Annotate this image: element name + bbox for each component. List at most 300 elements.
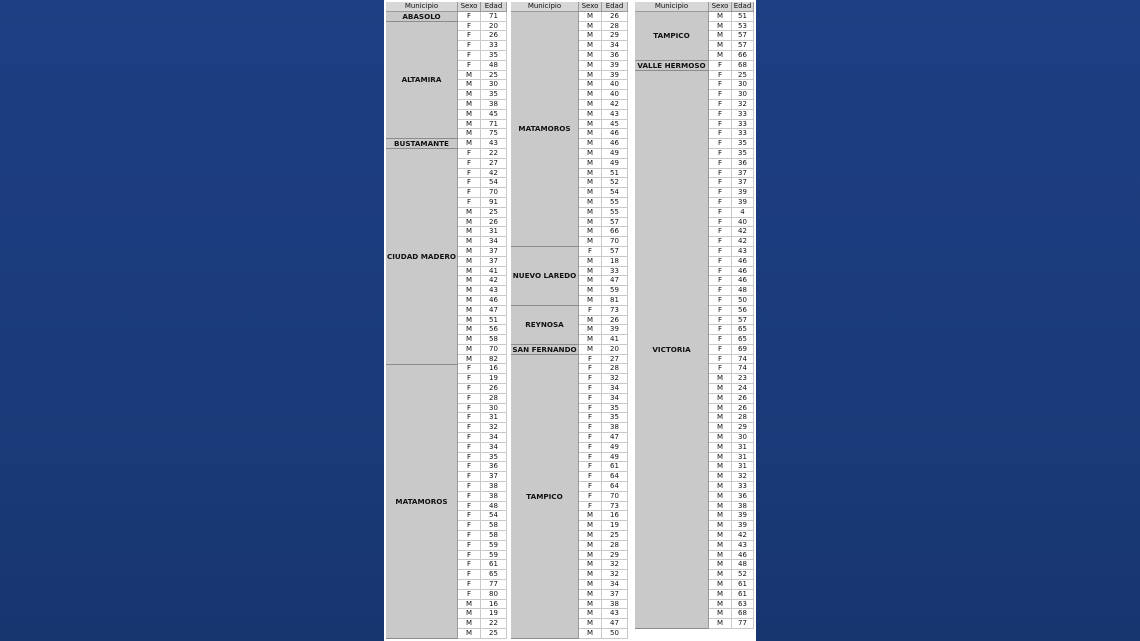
header-sexo: Sexo xyxy=(458,2,481,12)
municipio-cell: BUSTAMANTE xyxy=(386,139,458,149)
edad-cell: 22 xyxy=(481,619,507,629)
sexo-cell: M xyxy=(579,600,602,610)
edad-cell: 46 xyxy=(732,257,754,267)
sexo-cell: M xyxy=(709,374,732,384)
edad-cell: 61 xyxy=(732,580,754,590)
sexo-cell: M xyxy=(579,286,602,296)
sexo-cell: M xyxy=(458,335,481,345)
edad-cell: 31 xyxy=(732,462,754,472)
sexo-cell: M xyxy=(458,325,481,335)
sexo-cell: F xyxy=(709,178,732,188)
sexo-cell: M xyxy=(709,472,732,482)
sexo-cell: M xyxy=(579,276,602,286)
sexo-cell: M xyxy=(709,492,732,502)
sexo-cell: F xyxy=(458,521,481,531)
edad-cell: 26 xyxy=(732,394,754,404)
sexo-cell: F xyxy=(709,276,732,286)
edad-cell: 34 xyxy=(602,580,628,590)
sexo-cell: M xyxy=(579,61,602,71)
sexo-cell: F xyxy=(709,316,732,326)
edad-cell: 38 xyxy=(481,100,507,110)
sexo-cell: F xyxy=(579,413,602,423)
edad-cell: 36 xyxy=(481,462,507,472)
sexo-cell: F xyxy=(709,159,732,169)
municipio-cell: ALTAMIRA xyxy=(386,22,458,140)
edad-cell: 33 xyxy=(602,267,628,277)
edad-cell: 63 xyxy=(732,600,754,610)
edad-cell: 42 xyxy=(481,276,507,286)
sexo-cell: M xyxy=(458,629,481,639)
sexo-cell: M xyxy=(579,345,602,355)
sexo-cell: F xyxy=(579,423,602,433)
edad-cell: 46 xyxy=(602,139,628,149)
sexo-cell: M xyxy=(458,345,481,355)
edad-cell: 31 xyxy=(732,453,754,463)
sexo-cell: F xyxy=(458,570,481,580)
municipio-cell: MATAMOROS xyxy=(386,365,458,639)
edad-cell: 48 xyxy=(481,61,507,71)
edad-cell: 19 xyxy=(481,609,507,619)
edad-cell: 49 xyxy=(602,453,628,463)
edad-cell: 70 xyxy=(481,345,507,355)
edad-cell: 37 xyxy=(732,178,754,188)
edad-cell: 46 xyxy=(732,551,754,561)
data-table-1 xyxy=(386,2,507,639)
edad-cell: 34 xyxy=(481,443,507,453)
edad-cell: 46 xyxy=(732,276,754,286)
header-edad: Edad xyxy=(602,2,628,12)
edad-cell: 35 xyxy=(602,404,628,414)
sexo-cell: F xyxy=(709,129,732,139)
sexo-cell: M xyxy=(579,551,602,561)
sexo-cell: F xyxy=(709,198,732,208)
edad-cell: 42 xyxy=(481,169,507,179)
edad-cell: 28 xyxy=(602,541,628,551)
edad-cell: 22 xyxy=(481,149,507,159)
edad-cell: 74 xyxy=(732,364,754,374)
edad-cell: 30 xyxy=(732,80,754,90)
sexo-cell: M xyxy=(709,590,732,600)
background-right xyxy=(756,0,1140,641)
edad-cell: 45 xyxy=(602,120,628,130)
sexo-cell: F xyxy=(709,355,732,365)
sexo-cell: M xyxy=(458,218,481,228)
sexo-cell: M xyxy=(579,51,602,61)
sexo-cell: M xyxy=(579,169,602,179)
edad-cell: 55 xyxy=(602,198,628,208)
edad-cell: 32 xyxy=(732,100,754,110)
sexo-cell: F xyxy=(709,169,732,179)
edad-cell: 68 xyxy=(732,609,754,619)
background-left xyxy=(0,0,384,641)
edad-cell: 41 xyxy=(602,335,628,345)
sexo-cell: F xyxy=(458,423,481,433)
sexo-cell: M xyxy=(579,629,602,639)
sexo-cell: F xyxy=(709,90,732,100)
sexo-cell: M xyxy=(709,423,732,433)
edad-cell: 28 xyxy=(732,413,754,423)
edad-cell: 39 xyxy=(602,71,628,81)
edad-cell: 19 xyxy=(602,521,628,531)
sexo-column xyxy=(458,12,481,639)
table-body xyxy=(635,12,754,629)
edad-cell: 59 xyxy=(481,551,507,561)
edad-cell: 38 xyxy=(602,600,628,610)
edad-cell: 37 xyxy=(602,590,628,600)
sexo-cell: M xyxy=(579,178,602,188)
edad-cell: 65 xyxy=(732,335,754,345)
sexo-cell: F xyxy=(709,296,732,306)
edad-cell: 61 xyxy=(602,462,628,472)
edad-cell: 56 xyxy=(732,306,754,316)
edad-cell: 69 xyxy=(732,345,754,355)
sexo-cell: M xyxy=(579,531,602,541)
sexo-cell: M xyxy=(579,129,602,139)
sexo-cell: F xyxy=(579,247,602,257)
sexo-cell: M xyxy=(579,511,602,521)
edad-cell: 42 xyxy=(732,227,754,237)
sexo-cell: M xyxy=(579,41,602,51)
edad-cell: 31 xyxy=(481,413,507,423)
sexo-cell: F xyxy=(458,364,481,374)
edad-cell: 48 xyxy=(481,502,507,512)
edad-cell: 37 xyxy=(481,472,507,482)
edad-cell: 43 xyxy=(732,247,754,257)
sexo-cell: M xyxy=(458,286,481,296)
sexo-cell: M xyxy=(579,208,602,218)
sexo-cell: F xyxy=(458,433,481,443)
sexo-cell: M xyxy=(458,139,481,149)
sexo-cell: M xyxy=(458,90,481,100)
sexo-cell: M xyxy=(579,560,602,570)
sexo-cell: F xyxy=(458,472,481,482)
sexo-cell: F xyxy=(458,188,481,198)
sexo-cell: M xyxy=(579,80,602,90)
sexo-cell: F xyxy=(709,306,732,316)
edad-cell: 91 xyxy=(481,198,507,208)
edad-cell: 42 xyxy=(732,531,754,541)
sexo-cell: M xyxy=(579,139,602,149)
sexo-cell: F xyxy=(458,22,481,32)
edad-cell: 36 xyxy=(732,159,754,169)
edad-cell: 25 xyxy=(732,71,754,81)
sexo-cell: M xyxy=(709,51,732,61)
edad-cell: 37 xyxy=(732,169,754,179)
sexo-cell: F xyxy=(709,188,732,198)
edad-cell: 33 xyxy=(732,482,754,492)
edad-cell: 35 xyxy=(481,453,507,463)
table-header xyxy=(511,2,628,12)
sexo-cell: M xyxy=(579,335,602,345)
edad-cell: 34 xyxy=(481,433,507,443)
municipio-cell: NUEVO LAREDO xyxy=(511,247,579,306)
sexo-cell: M xyxy=(579,541,602,551)
edad-cell: 57 xyxy=(732,31,754,41)
edad-cell: 26 xyxy=(602,12,628,22)
edad-cell: 43 xyxy=(481,139,507,149)
edad-cell: 47 xyxy=(602,276,628,286)
municipio-cell: SAN FERNANDO xyxy=(511,345,579,355)
edad-cell: 33 xyxy=(481,41,507,51)
sexo-cell: F xyxy=(579,364,602,374)
edad-cell: 64 xyxy=(602,482,628,492)
sexo-cell: M xyxy=(579,110,602,120)
sexo-cell: M xyxy=(458,600,481,610)
sexo-cell: M xyxy=(579,619,602,629)
sexo-cell: F xyxy=(709,139,732,149)
sexo-cell: M xyxy=(458,120,481,130)
sexo-cell: M xyxy=(709,384,732,394)
sexo-cell: F xyxy=(458,159,481,169)
edad-cell: 4 xyxy=(732,208,754,218)
sexo-cell: M xyxy=(458,129,481,139)
edad-cell: 32 xyxy=(602,570,628,580)
sexo-cell: F xyxy=(458,198,481,208)
municipio-column xyxy=(386,12,458,639)
sexo-cell: M xyxy=(579,31,602,41)
sexo-cell: F xyxy=(579,374,602,384)
edad-cell: 26 xyxy=(481,31,507,41)
edad-cell: 58 xyxy=(481,531,507,541)
sexo-cell: F xyxy=(458,12,481,22)
edad-column xyxy=(602,12,628,639)
header-sexo: Sexo xyxy=(579,2,602,12)
edad-column xyxy=(732,12,754,629)
sexo-column xyxy=(709,12,732,629)
edad-cell: 80 xyxy=(481,590,507,600)
edad-cell: 43 xyxy=(481,286,507,296)
sexo-cell: M xyxy=(458,110,481,120)
edad-cell: 34 xyxy=(481,237,507,247)
edad-cell: 59 xyxy=(481,541,507,551)
edad-cell: 39 xyxy=(732,188,754,198)
edad-cell: 33 xyxy=(732,129,754,139)
table-body xyxy=(386,12,507,639)
edad-cell: 61 xyxy=(732,590,754,600)
edad-cell: 71 xyxy=(481,12,507,22)
edad-cell: 66 xyxy=(602,227,628,237)
edad-cell: 74 xyxy=(732,355,754,365)
edad-cell: 56 xyxy=(481,325,507,335)
edad-cell: 50 xyxy=(732,296,754,306)
sexo-cell: M xyxy=(579,188,602,198)
header-municipio: Municipio xyxy=(511,2,579,12)
sexo-cell: F xyxy=(709,286,732,296)
edad-cell: 35 xyxy=(481,90,507,100)
edad-cell: 27 xyxy=(602,355,628,365)
sexo-cell: F xyxy=(458,413,481,423)
edad-cell: 16 xyxy=(602,511,628,521)
edad-cell: 30 xyxy=(481,404,507,414)
municipio-column xyxy=(511,12,579,639)
edad-cell: 66 xyxy=(732,51,754,61)
edad-cell: 81 xyxy=(602,296,628,306)
sexo-cell: F xyxy=(458,169,481,179)
sexo-cell: F xyxy=(458,404,481,414)
edad-cell: 54 xyxy=(481,178,507,188)
municipio-cell: ABASOLO xyxy=(386,12,458,22)
edad-cell: 31 xyxy=(481,227,507,237)
sexo-cell: F xyxy=(709,100,732,110)
edad-cell: 51 xyxy=(732,12,754,22)
sexo-cell: M xyxy=(579,100,602,110)
sexo-cell: F xyxy=(579,462,602,472)
edad-cell: 28 xyxy=(602,22,628,32)
edad-cell: 42 xyxy=(602,100,628,110)
edad-column xyxy=(481,12,507,639)
sexo-cell: F xyxy=(579,492,602,502)
sexo-cell: F xyxy=(709,149,732,159)
sexo-cell: M xyxy=(709,413,732,423)
data-table-3 xyxy=(635,2,754,629)
edad-cell: 18 xyxy=(602,257,628,267)
sexo-cell: F xyxy=(458,443,481,453)
sexo-cell: M xyxy=(458,609,481,619)
sexo-cell: F xyxy=(579,472,602,482)
sexo-cell: M xyxy=(709,394,732,404)
edad-cell: 35 xyxy=(602,413,628,423)
sexo-cell: M xyxy=(709,453,732,463)
sexo-cell: F xyxy=(579,306,602,316)
edad-cell: 53 xyxy=(732,22,754,32)
sexo-cell: F xyxy=(579,384,602,394)
sexo-cell: F xyxy=(458,541,481,551)
edad-cell: 30 xyxy=(732,90,754,100)
edad-cell: 47 xyxy=(481,306,507,316)
edad-cell: 29 xyxy=(732,423,754,433)
edad-cell: 54 xyxy=(602,188,628,198)
edad-cell: 33 xyxy=(732,120,754,130)
edad-cell: 37 xyxy=(481,247,507,257)
edad-cell: 35 xyxy=(732,139,754,149)
sexo-cell: M xyxy=(458,80,481,90)
municipio-cell: VICTORIA xyxy=(635,71,709,630)
sexo-cell: M xyxy=(709,511,732,521)
edad-cell: 43 xyxy=(602,609,628,619)
edad-cell: 48 xyxy=(732,560,754,570)
edad-cell: 58 xyxy=(481,335,507,345)
sexo-cell: M xyxy=(579,570,602,580)
edad-cell: 32 xyxy=(732,472,754,482)
edad-cell: 36 xyxy=(732,492,754,502)
edad-cell: 36 xyxy=(602,51,628,61)
edad-cell: 28 xyxy=(481,394,507,404)
sexo-cell: F xyxy=(458,551,481,561)
edad-cell: 34 xyxy=(602,394,628,404)
sexo-cell: M xyxy=(709,31,732,41)
edad-cell: 27 xyxy=(481,159,507,169)
sexo-cell: M xyxy=(709,531,732,541)
header-sexo: Sexo xyxy=(709,2,732,12)
data-table-2 xyxy=(511,2,628,639)
municipio-cell: TAMPICO xyxy=(635,12,709,61)
sexo-cell: F xyxy=(458,482,481,492)
edad-cell: 29 xyxy=(602,551,628,561)
sexo-cell: F xyxy=(458,580,481,590)
edad-cell: 32 xyxy=(602,560,628,570)
sexo-cell: F xyxy=(579,355,602,365)
sexo-cell: F xyxy=(709,71,732,81)
edad-cell: 59 xyxy=(602,286,628,296)
sexo-cell: M xyxy=(458,355,481,365)
table-header xyxy=(386,2,507,12)
sexo-cell: F xyxy=(458,61,481,71)
sexo-cell: F xyxy=(458,149,481,159)
sexo-cell: F xyxy=(709,267,732,277)
edad-cell: 51 xyxy=(602,169,628,179)
edad-cell: 47 xyxy=(602,433,628,443)
edad-cell: 42 xyxy=(732,237,754,247)
edad-cell: 49 xyxy=(602,149,628,159)
sexo-cell: F xyxy=(458,590,481,600)
sexo-cell: M xyxy=(458,257,481,267)
edad-cell: 25 xyxy=(481,71,507,81)
sexo-cell: F xyxy=(709,237,732,247)
municipio-column xyxy=(635,12,709,629)
edad-cell: 34 xyxy=(602,41,628,51)
edad-cell: 40 xyxy=(602,90,628,100)
sexo-cell: M xyxy=(579,296,602,306)
sexo-cell: F xyxy=(709,80,732,90)
sexo-cell: F xyxy=(709,364,732,374)
edad-cell: 39 xyxy=(732,521,754,531)
edad-cell: 71 xyxy=(481,120,507,130)
sexo-cell: M xyxy=(579,609,602,619)
sexo-cell: M xyxy=(579,149,602,159)
document-page xyxy=(384,0,756,641)
municipio-cell: CIUDAD MADERO xyxy=(386,149,458,365)
edad-cell: 38 xyxy=(481,482,507,492)
sexo-cell: F xyxy=(709,345,732,355)
sexo-cell: F xyxy=(709,257,732,267)
sexo-cell: F xyxy=(579,502,602,512)
sexo-cell: M xyxy=(709,570,732,580)
sexo-cell: F xyxy=(709,120,732,130)
edad-cell: 16 xyxy=(481,364,507,374)
edad-cell: 34 xyxy=(602,384,628,394)
edad-cell: 26 xyxy=(481,218,507,228)
sexo-cell: M xyxy=(458,316,481,326)
sexo-cell: F xyxy=(709,227,732,237)
sexo-cell: F xyxy=(709,325,732,335)
sexo-cell: M xyxy=(458,247,481,257)
edad-cell: 39 xyxy=(732,511,754,521)
sexo-cell: F xyxy=(458,492,481,502)
sexo-cell: M xyxy=(458,208,481,218)
edad-cell: 65 xyxy=(481,570,507,580)
sexo-cell: F xyxy=(709,208,732,218)
sexo-cell: F xyxy=(579,453,602,463)
edad-cell: 16 xyxy=(481,600,507,610)
sexo-cell: M xyxy=(579,218,602,228)
edad-cell: 24 xyxy=(732,384,754,394)
sexo-cell: M xyxy=(579,159,602,169)
sexo-cell: M xyxy=(579,90,602,100)
sexo-cell: M xyxy=(709,551,732,561)
sexo-cell: M xyxy=(709,22,732,32)
sexo-cell: M xyxy=(579,316,602,326)
sexo-cell: M xyxy=(579,120,602,130)
edad-cell: 82 xyxy=(481,355,507,365)
sexo-cell: M xyxy=(709,609,732,619)
sexo-cell: M xyxy=(709,502,732,512)
sexo-cell: M xyxy=(458,237,481,247)
edad-cell: 32 xyxy=(481,423,507,433)
sexo-cell: M xyxy=(579,227,602,237)
sexo-cell: M xyxy=(709,560,732,570)
sexo-cell: M xyxy=(458,71,481,81)
edad-cell: 26 xyxy=(481,384,507,394)
